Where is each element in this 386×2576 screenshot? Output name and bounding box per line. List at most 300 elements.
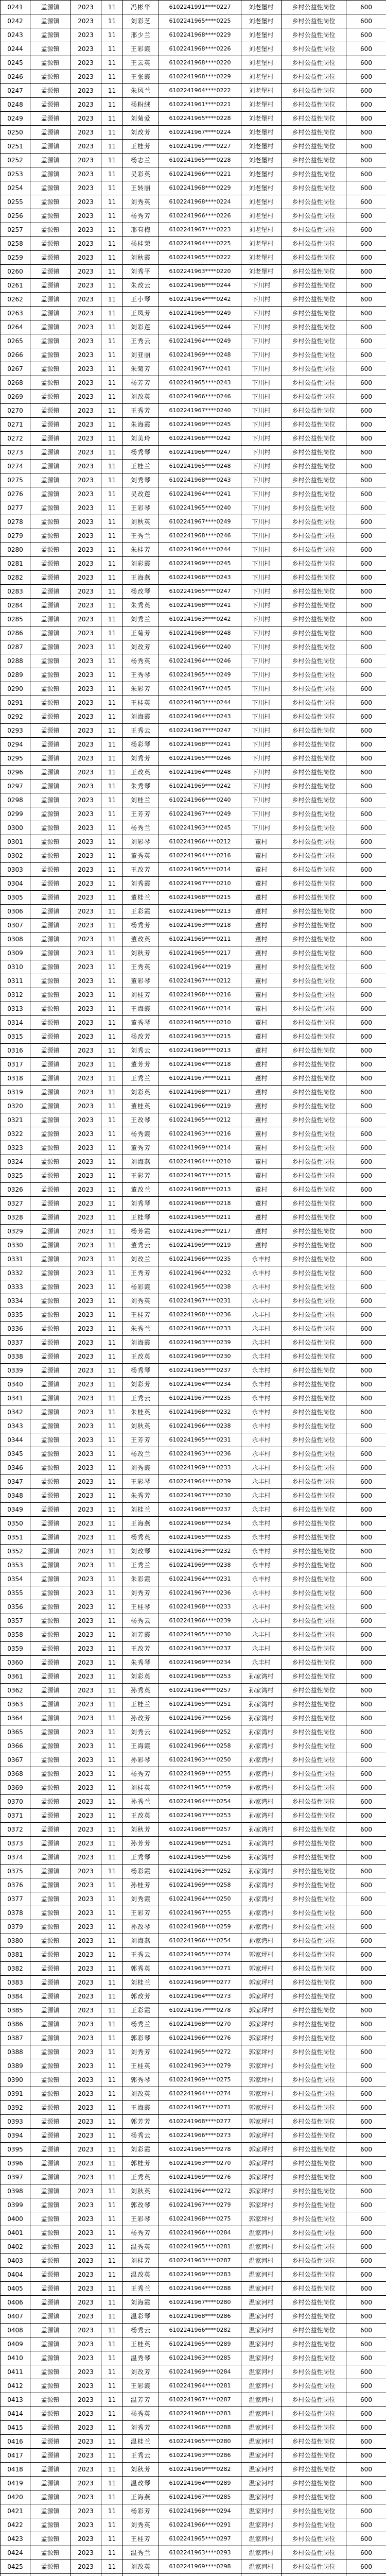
name-cell: 杨粉绒 [123,98,159,112]
town-cell: 孟源镇 [30,2087,71,2101]
amount-cell: 600 [346,1934,386,1948]
id-number-cell: 6102241964****0225 [159,237,241,251]
table-row [1,181,386,195]
village-cell: 下川村 [241,668,282,682]
village-cell: 董村 [241,974,282,988]
village-cell: 董村 [241,1169,282,1183]
post-type-cell: 乡村公益性岗位 [282,1294,346,1308]
year-cell: 2023 [71,585,101,599]
id-number-cell: 6102241968****0283 [159,2407,241,2421]
serial-cell: 0307 [1,919,30,933]
id-number-cell: 6102241964****0242 [159,293,241,307]
post-type-cell: 乡村公益性岗位 [282,1183,346,1197]
year-cell: 2023 [71,988,101,1002]
id-number-cell: 6102241963****0236 [159,1447,241,1461]
month-cell: 11 [101,2115,123,2129]
table-row [1,1141,386,1155]
village-cell: 温家河村 [241,2324,282,2337]
month-cell: 11 [101,1865,123,1878]
id-number-cell: 6102241965****0217 [159,946,241,960]
month-cell: 11 [101,2532,123,2546]
month-cell: 11 [101,1364,123,1378]
amount-cell: 600 [346,1,386,14]
year-cell: 2023 [71,98,101,112]
serial-cell: 0258 [1,237,30,251]
table-row [1,1002,386,1016]
id-number-cell: 6102241964****0210 [159,1155,241,1169]
amount-cell: 600 [346,2282,386,2296]
month-cell: 11 [101,390,123,404]
month-cell: 11 [101,1155,123,1169]
serial-cell: 0271 [1,418,30,432]
id-number-cell: 6102241969****0245 [159,418,241,432]
serial-cell: 0327 [1,1197,30,1211]
serial-cell: 0301 [1,835,30,849]
serial-cell: 0270 [1,404,30,418]
town-cell: 孟源镇 [30,1475,71,1489]
post-type-cell: 乡村公益性岗位 [282,2324,346,2337]
id-number-cell: 6102241963****0250 [159,1753,241,1767]
month-cell: 11 [101,779,123,793]
serial-cell: 0385 [1,2004,30,2018]
name-cell: 杨秀芳 [123,2226,159,2240]
amount-cell: 600 [346,1739,386,1753]
serial-cell: 0304 [1,877,30,891]
post-type-cell: 乡村公益性岗位 [282,585,346,599]
id-number-cell: 6102241965****0238 [159,1280,241,1294]
table-row [1,1948,386,1962]
id-number-cell: 6102241965****0249 [159,307,241,320]
serial-cell: 0382 [1,1962,30,1976]
post-type-cell: 乡村公益性岗位 [282,1266,346,1280]
post-type-cell: 乡村公益性岗位 [282,279,346,293]
month-cell: 11 [101,2490,123,2504]
post-type-cell: 乡村公益性岗位 [282,348,346,362]
serial-cell: 0407 [1,2310,30,2324]
post-type-cell: 乡村公益性岗位 [282,1767,346,1781]
town-cell: 孟源镇 [30,1211,71,1225]
year-cell: 2023 [71,1183,101,1197]
month-cell: 11 [101,334,123,348]
amount-cell: 600 [346,70,386,84]
post-type-cell: 乡村公益性岗位 [282,919,346,933]
village-cell: 下川村 [241,418,282,432]
table-row [1,849,386,863]
post-type-cell: 乡村公益性岗位 [282,501,346,515]
month-cell: 11 [101,320,123,334]
name-cell: 王改芳 [123,863,159,877]
serial-cell: 0406 [1,2296,30,2310]
name-cell: 董芳芳 [123,1058,159,1072]
id-number-cell: 6102241965****0210 [159,1016,241,1030]
month-cell: 11 [101,1948,123,1962]
table-row [1,1656,386,1670]
serial-cell: 0377 [1,1892,30,1906]
month-cell: 11 [101,877,123,891]
table-row [1,1419,386,1433]
amount-cell: 600 [346,362,386,376]
amount-cell: 600 [346,2435,386,2449]
id-number-cell: 6102241966****0218 [159,1197,241,1211]
name-cell: 孙秀英 [123,1684,159,1698]
year-cell: 2023 [71,891,101,905]
town-cell: 孟源镇 [30,376,71,390]
month-cell: 11 [101,237,123,251]
table-row [1,1197,386,1211]
table-row [1,432,386,446]
id-number-cell: 6102241967****0210 [159,877,241,891]
amount-cell: 600 [346,28,386,42]
name-cell: 温秀兰 [123,2546,159,2560]
village-cell: 温家河村 [241,2337,282,2351]
town-cell: 孟源镇 [30,1517,71,1531]
month-cell: 11 [101,2129,123,2143]
serial-cell: 0349 [1,1503,30,1517]
table-row [1,1183,386,1197]
month-cell: 11 [101,2477,123,2490]
id-number-cell: 6102241969****0248 [159,348,241,362]
post-type-cell [282,2574,346,2576]
town-cell: 孟源镇 [30,1419,71,1433]
month-cell: 11 [101,1058,123,1072]
serial-cell: 0278 [1,515,30,529]
amount-cell: 600 [346,1002,386,1016]
village-cell: 永丰村 [241,1433,282,1447]
year-cell: 2023 [71,251,101,265]
town-cell: 孟源镇 [30,1878,71,1892]
town-cell: 孟源镇 [30,1809,71,1823]
table-row [1,2337,386,2351]
table-row [1,1072,386,1086]
id-number-cell: 6102241968****0229 [159,181,241,195]
serial-cell: 0332 [1,1266,30,1280]
table-row [1,2296,386,2310]
amount-cell: 600 [346,1851,386,1865]
post-type-cell: 乡村公益性岗位 [282,988,346,1002]
id-number-cell: 6102241966****0240 [159,793,241,807]
table-row [1,1614,386,1628]
id-number-cell: 6102241969****0213 [159,1044,241,1058]
serial-cell: 0388 [1,2045,30,2059]
month-cell: 11 [101,1169,123,1183]
month-cell: 11 [101,2101,123,2115]
town-cell: 孟源镇 [30,529,71,543]
month-cell: 11 [101,807,123,821]
amount-cell: 600 [346,2101,386,2115]
table-row [1,724,386,738]
table-row [1,2518,386,2532]
name-cell: 杨秀琴 [123,446,159,460]
serial-cell: 0324 [1,1155,30,1169]
year-cell: 2023 [71,56,101,70]
post-type-cell: 乡村公益性岗位 [282,2018,346,2031]
amount-cell: 600 [346,334,386,348]
amount-cell: 600 [346,682,386,696]
post-type-cell: 乡村公益性岗位 [282,1586,346,1600]
id-number-cell: 6102241966****0288 [159,2421,241,2435]
name-cell: 刘秀云 [123,1725,159,1739]
table-row [1,682,386,696]
id-number-cell: 6102241968****0243 [159,473,241,487]
post-type-cell: 乡村公益性岗位 [282,2351,346,2365]
month-cell: 11 [101,2421,123,2435]
table-row [1,1266,386,1280]
amount-cell: 600 [346,2393,386,2407]
month-cell: 11 [101,112,123,126]
id-number-cell: 6102241963****0220 [159,265,241,279]
amount-cell: 600 [346,2045,386,2059]
id-number-cell: 6102241969****0219 [159,1239,241,1252]
name-cell: 刘彩霞 [123,557,159,571]
amount-cell: 600 [346,654,386,668]
name-cell: 朱海霞 [123,418,159,432]
year-cell: 2023 [71,2351,101,2365]
year-cell: 2023 [71,1545,101,1558]
serial-cell: 0302 [1,849,30,863]
post-type-cell: 乡村公益性岗位 [282,1934,346,1948]
id-number-cell: 6102241966****0234 [159,1517,241,1531]
id-number-cell: 6102241965****0248 [159,460,241,473]
year-cell: 2023 [71,1197,101,1211]
month-cell: 11 [101,2143,123,2157]
town-cell: 孟源镇 [30,2004,71,2018]
town-cell: 孟源镇 [30,877,71,891]
month-cell: 11 [101,1976,123,1990]
town-cell: 孟源镇 [30,2393,71,2407]
month-cell: 11 [101,613,123,626]
post-type-cell: 乡村公益性岗位 [282,2059,346,2073]
serial-cell: 0408 [1,2324,30,2337]
month-cell: 11 [101,1725,123,1739]
town-cell: 孟源镇 [30,1572,71,1586]
id-number-cell: 6102241966****0226 [159,209,241,223]
serial-cell: 0283 [1,585,30,599]
post-type-cell: 乡村公益性岗位 [282,557,346,571]
serial-cell: 0404 [1,2268,30,2282]
village-cell: 下川村 [241,487,282,501]
serial-cell: 0242 [1,14,30,28]
village-cell: 永丰村 [241,1628,282,1642]
serial-cell: 0261 [1,279,30,293]
table-row [1,1795,386,1809]
post-type-cell: 乡村公益性岗位 [282,863,346,877]
month-cell: 11 [101,946,123,960]
serial-cell: 0288 [1,654,30,668]
serial-cell: 0306 [1,905,30,919]
village-cell: 董村 [241,1183,282,1197]
serial-cell: 0297 [1,779,30,793]
year-cell: 2023 [71,2379,101,2393]
table-row [1,279,386,293]
year-cell: 2023 [71,2435,101,2449]
name-cell: 王改英 [123,1350,159,1364]
name-cell: 刘秋英 [123,1419,159,1433]
amount-cell: 600 [346,1600,386,1614]
post-type-cell: 乡村公益性岗位 [282,877,346,891]
id-number-cell: 6102241961****0221 [159,98,241,112]
town-cell: 孟源镇 [30,2059,71,2073]
post-type-cell: 乡村公益性岗位 [282,1600,346,1614]
serial-cell: 0361 [1,1670,30,1684]
village-cell: 永丰村 [241,1336,282,1350]
town-cell: 孟源镇 [30,1405,71,1419]
serial-cell: 0419 [1,2477,30,2490]
post-type-cell: 乡村公益性岗位 [282,1447,346,1461]
town-cell: 孟源镇 [30,2324,71,2337]
village-cell: 下川村 [241,348,282,362]
table-row [1,1239,386,1252]
id-number-cell: 6102241969****0282 [159,2463,241,2477]
amount-cell: 600 [346,1141,386,1155]
village-cell: 永丰村 [241,1642,282,1656]
name-cell: 刘秀芳 [123,2045,159,2059]
name-cell: 王海燕 [123,2490,159,2504]
town-cell: 孟源镇 [30,1266,71,1280]
town-cell: 孟源镇 [30,696,71,710]
post-type-cell: 乡村公益性岗位 [282,1614,346,1628]
post-type-cell: 乡村公益性岗位 [282,112,346,126]
town-cell: 孟源镇 [30,334,71,348]
year-cell: 2023 [71,1976,101,1990]
serial-cell: 0309 [1,946,30,960]
year-cell: 2023 [71,1531,101,1545]
serial-cell: 0244 [1,42,30,56]
post-type-cell: 乡村公益性岗位 [282,515,346,529]
year-cell: 2023 [71,320,101,334]
town-cell: 孟源镇 [30,974,71,988]
town-cell: 孟源镇 [30,1336,71,1350]
table-row [1,1489,386,1503]
serial-cell: 0383 [1,1976,30,1990]
year-cell: 2023 [71,696,101,710]
village-cell: 刘老堡村 [241,112,282,126]
town-cell: 孟源镇 [30,2435,71,2449]
post-type-cell: 乡村公益性岗位 [282,1809,346,1823]
amount-cell: 600 [346,2129,386,2143]
amount-cell: 600 [346,557,386,571]
town-cell: 孟源镇 [30,1711,71,1725]
name-cell: 刘秀芳 [123,752,159,766]
month-cell: 11 [101,2212,123,2226]
post-type-cell: 乡村公益性岗位 [282,2143,346,2157]
serial-cell: 0328 [1,1211,30,1225]
town-cell: 孟源镇 [30,1545,71,1558]
town-cell: 孟源镇 [30,2226,71,2240]
id-number-cell [159,2574,241,2576]
year-cell: 2023 [71,821,101,835]
serial-cell: 0265 [1,334,30,348]
id-number-cell: 6102241968****0217 [159,1086,241,1099]
town-cell: 孟源镇 [30,362,71,376]
serial-cell: 0338 [1,1350,30,1364]
post-type-cell: 乡村公益性岗位 [282,1837,346,1851]
month-cell: 11 [101,2268,123,2282]
year-cell: 2023 [71,1781,101,1795]
month-cell: 11 [101,2073,123,2087]
amount-cell: 600 [346,446,386,460]
table-row [1,891,386,905]
year-cell: 2023 [71,1809,101,1823]
serial-cell: 0397 [1,2171,30,2184]
year-cell: 2023 [71,1113,101,1127]
name-cell: 刘桂兰 [123,1503,159,1517]
amount-cell: 600 [346,766,386,779]
village-cell: 永丰村 [241,1419,282,1433]
town-cell: 孟源镇 [30,1739,71,1753]
amount-cell: 600 [346,2073,386,2087]
month-cell: 11 [101,919,123,933]
town-cell: 孟源镇 [30,1614,71,1628]
amount-cell: 600 [346,2379,386,2393]
id-number-cell: 6102241965****0272 [159,2045,241,2059]
post-type-cell: 乡村公益性岗位 [282,1392,346,1405]
year-cell: 2023 [71,710,101,724]
amount-cell: 600 [346,181,386,195]
village-cell: 下川村 [241,543,282,557]
month-cell: 11 [101,1378,123,1392]
post-type-cell: 乡村公益性岗位 [282,362,346,376]
amount-cell: 600 [346,2310,386,2324]
village-cell: 温家河村 [241,2449,282,2463]
serial-cell: 0355 [1,1586,30,1600]
serial-cell: 0364 [1,1711,30,1725]
village-cell: 郭家坪村 [241,2018,282,2031]
amount-cell: 600 [346,195,386,209]
id-number-cell: 6102241964****0249 [159,334,241,348]
village-cell: 永丰村 [241,1294,282,1308]
post-type-cell: 乡村公益性岗位 [282,654,346,668]
name-cell: 董改英 [123,933,159,946]
post-type-cell: 乡村公益性岗位 [282,1739,346,1753]
serial-cell: 0325 [1,1169,30,1183]
month-cell: 11 [101,2198,123,2212]
name-cell: 刘秀英 [123,195,159,209]
serial-cell: 0420 [1,2490,30,2504]
id-number-cell: 6102241963****0218 [159,919,241,933]
amount-cell: 600 [346,1461,386,1475]
post-type-cell: 乡村公益性岗位 [282,404,346,418]
id-number-cell: 6102241963****0285 [159,2351,241,2365]
month-cell: 11 [101,279,123,293]
table-row [1,1252,386,1266]
serial-cell: 0257 [1,223,30,237]
month-cell: 11 [101,1906,123,1920]
post-type-cell: 乡村公益性岗位 [282,974,346,988]
village-cell: 下川村 [241,460,282,473]
village-cell: 董村 [241,1197,282,1211]
table-row [1,2254,386,2268]
amount-cell: 600 [346,2518,386,2532]
id-number-cell: 6102241968****0252 [159,1725,241,1739]
town-cell: 孟源镇 [30,1920,71,1934]
id-number-cell: 6102241966****0235 [159,1252,241,1266]
month-cell: 11 [101,1586,123,1600]
serial-cell: 0300 [1,821,30,835]
amount-cell: 600 [346,793,386,807]
year-cell: 2023 [71,515,101,529]
post-type-cell: 乡村公益性岗位 [282,710,346,724]
post-type-cell: 乡村公益性岗位 [282,2463,346,2477]
serial-cell: 0424 [1,2546,30,2560]
town-cell: 孟源镇 [30,2365,71,2379]
table-row [1,1169,386,1183]
town-cell: 孟源镇 [30,2504,71,2518]
village-cell: 孙家湾村 [241,1934,282,1948]
id-number-cell: 6102241965****0228 [159,112,241,126]
table-row [1,2004,386,2018]
village-cell: 下川村 [241,557,282,571]
amount-cell: 600 [346,1990,386,2004]
